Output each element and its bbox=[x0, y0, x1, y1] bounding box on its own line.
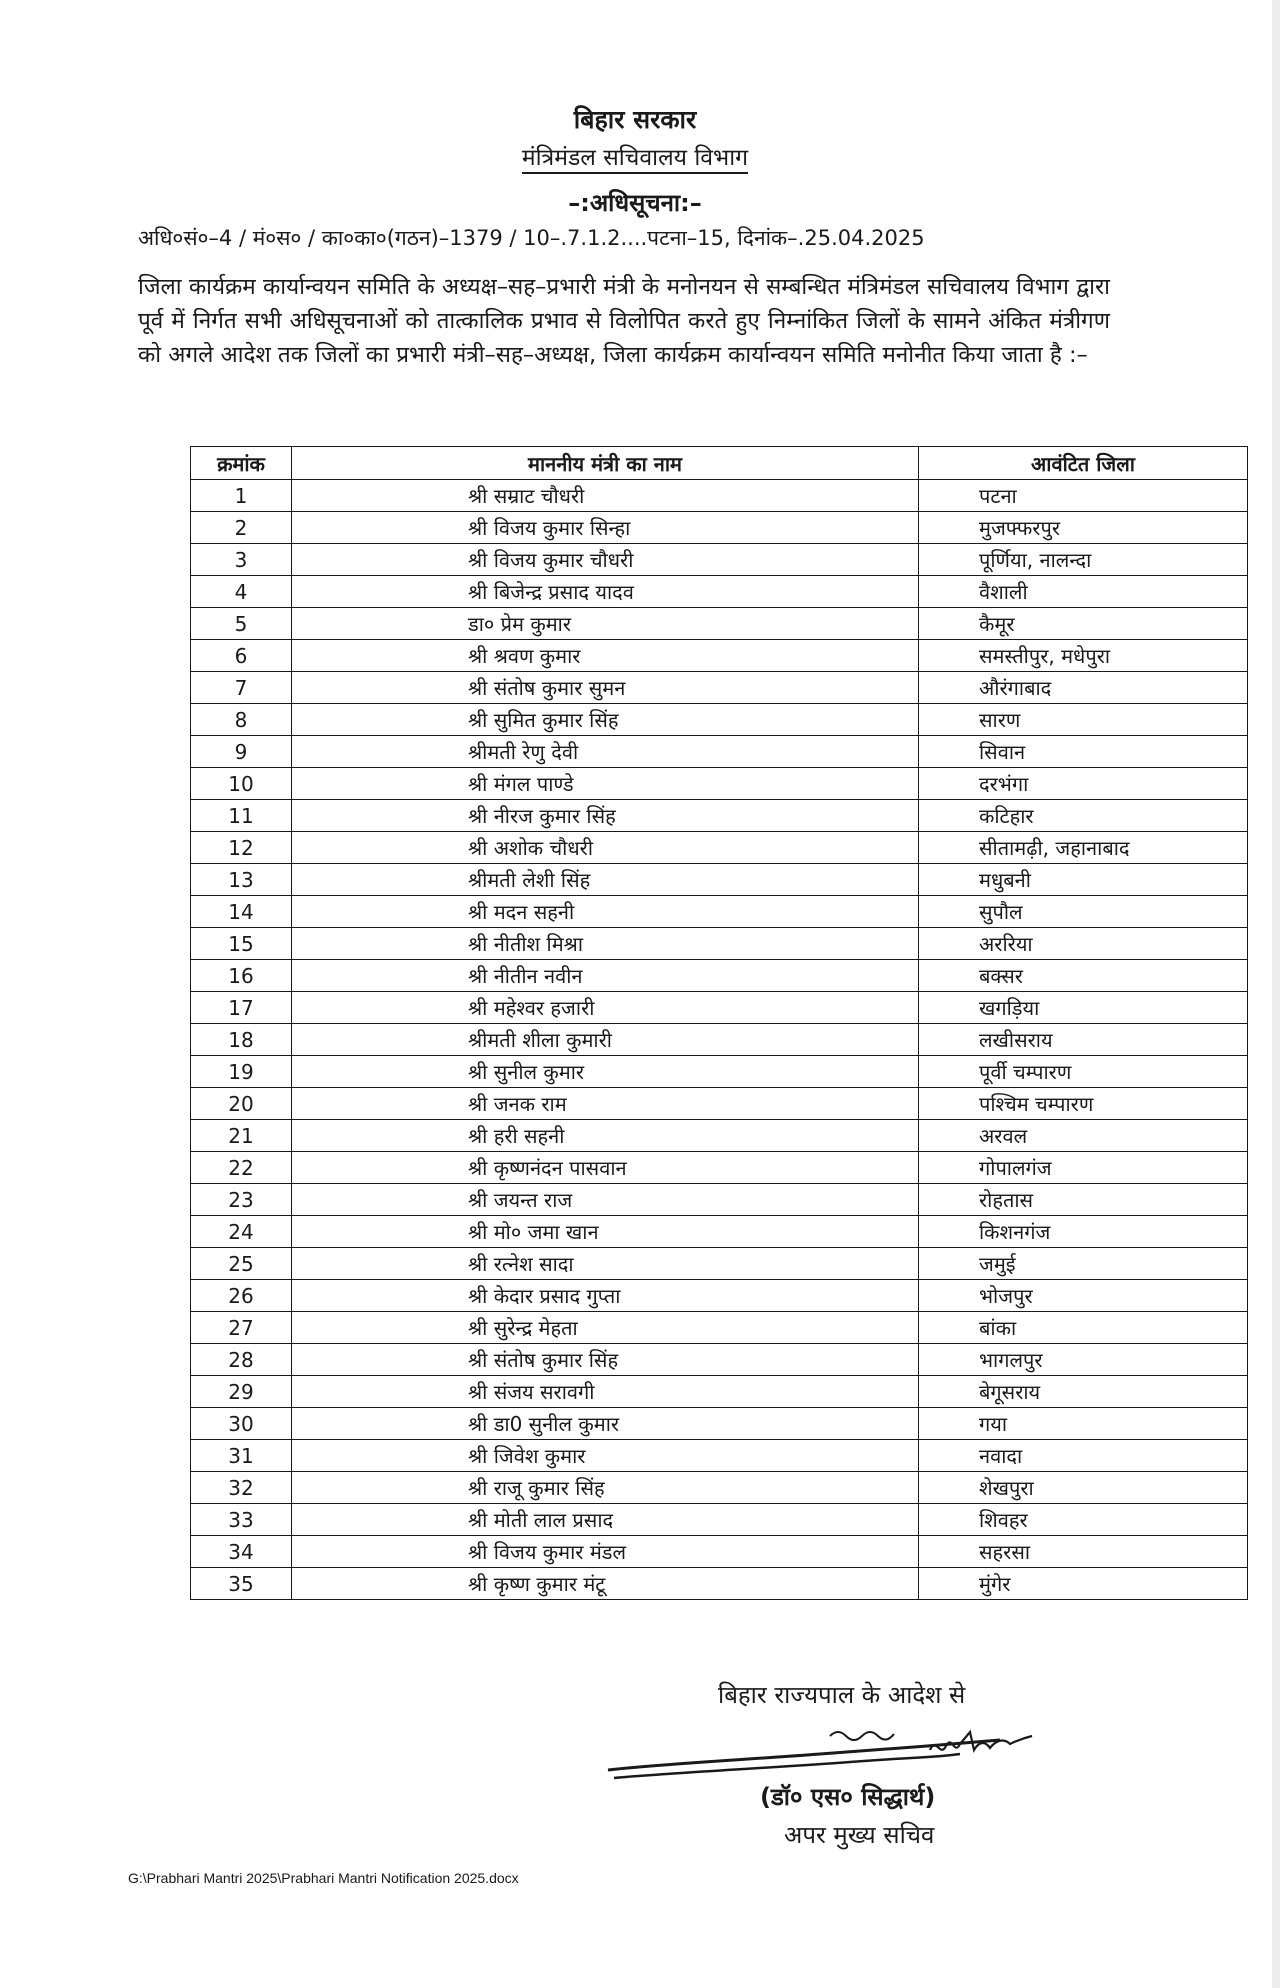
district-cell: अरवल bbox=[919, 1120, 1248, 1152]
district-cell: सिवान bbox=[919, 736, 1248, 768]
district-cell: बेगूसराय bbox=[919, 1376, 1248, 1408]
minister-name-cell: श्री राजू कुमार सिंह bbox=[292, 1472, 919, 1504]
district-cell: किशनगंज bbox=[919, 1216, 1248, 1248]
district-cell: शेखपुरा bbox=[919, 1472, 1248, 1504]
table-row bbox=[191, 576, 1248, 608]
table-row bbox=[191, 672, 1248, 704]
serial-number-cell: 20 bbox=[191, 1088, 292, 1120]
minister-name-cell: श्री कृष्ण कुमार मंटू bbox=[292, 1568, 919, 1600]
minister-name-cell: श्रीमती शीला कुमारी bbox=[292, 1024, 919, 1056]
table-row bbox=[191, 992, 1248, 1024]
district-cell: पश्चिम चम्पारण bbox=[919, 1088, 1248, 1120]
minister-name-cell: श्री नीतीन नवीन bbox=[292, 960, 919, 992]
serial-number-cell: 25 bbox=[191, 1248, 292, 1280]
table-row bbox=[191, 1376, 1248, 1408]
serial-number-cell: 34 bbox=[191, 1536, 292, 1568]
serial-number-cell: 28 bbox=[191, 1344, 292, 1376]
district-cell: सारण bbox=[919, 704, 1248, 736]
minister-name-cell: श्री मोती लाल प्रसाद bbox=[292, 1504, 919, 1536]
serial-number-cell: 6 bbox=[191, 640, 292, 672]
district-cell: भोजपुर bbox=[919, 1280, 1248, 1312]
district-cell: मुजफ्फरपुर bbox=[919, 512, 1248, 544]
serial-number-cell: 14 bbox=[191, 896, 292, 928]
serial-number-cell: 10 bbox=[191, 768, 292, 800]
serial-number-cell: 16 bbox=[191, 960, 292, 992]
table-row bbox=[191, 608, 1248, 640]
minister-name-cell: श्री संजय सरावगी bbox=[292, 1376, 919, 1408]
minister-name-cell: डा० प्रेम कुमार bbox=[292, 608, 919, 640]
minister-name-cell: श्री जयन्त राज bbox=[292, 1184, 919, 1216]
district-cell: बांका bbox=[919, 1312, 1248, 1344]
table-row bbox=[191, 768, 1248, 800]
minister-name-cell: श्री सम्राट चौधरी bbox=[292, 480, 919, 512]
serial-number-cell: 2 bbox=[191, 512, 292, 544]
district-cell: कैमूर bbox=[919, 608, 1248, 640]
table-row bbox=[191, 1344, 1248, 1376]
table-row bbox=[191, 1440, 1248, 1472]
department-title-text: मंत्रिमंडल सचिवालय विभाग bbox=[522, 145, 748, 174]
serial-number-cell: 35 bbox=[191, 1568, 292, 1600]
district-cell: सुपौल bbox=[919, 896, 1248, 928]
minister-name-cell: श्री जनक राम bbox=[292, 1088, 919, 1120]
minister-name-cell: श्री संतोष कुमार सुमन bbox=[292, 672, 919, 704]
table-row bbox=[191, 1120, 1248, 1152]
notification-paragraph: जिला कार्यक्रम कार्यान्वयन समिति के अध्यक्ष–सह–प्रभारी मंत्री के मनोनयन से सम्बन्धित मंत्रिमंडल सचिवालय विभाग द्वारा पूर्व में निर्गत सभी अधिसूचनाओं को तात्कालिक प्रभाव से विलोपित करते हुए निम्नांकित जिलों के सामने अंकित मंत्रीगण को अगले आदेश तक जिलों का प्रभारी मंत्री–सह–अध्यक्ष, जिला कार्यक्रम कार्यान्वयन समिति मनोनीत किया जाता है :– bbox=[138, 274, 1110, 368]
district-cell: कटिहार bbox=[919, 800, 1248, 832]
minister-name-cell: श्री नीरज कुमार सिंह bbox=[292, 800, 919, 832]
minister-name-cell: श्री मंगल पाण्डे bbox=[292, 768, 919, 800]
table-row bbox=[191, 1216, 1248, 1248]
serial-number-cell: 27 bbox=[191, 1312, 292, 1344]
district-cell: नवादा bbox=[919, 1440, 1248, 1472]
district-cell: पूर्णिया, नालन्दा bbox=[919, 544, 1248, 576]
department-title bbox=[0, 140, 1270, 172]
minister-name-cell: श्री मो० जमा खान bbox=[292, 1216, 919, 1248]
serial-number-cell: 9 bbox=[191, 736, 292, 768]
district-cell: मुंगेर bbox=[919, 1568, 1248, 1600]
minister-name-cell: श्री श्रवण कुमार bbox=[292, 640, 919, 672]
table-row bbox=[191, 512, 1248, 544]
reference-line: अधि०सं०–4 / मं०स० / का०का०(गठन)–1379 / 10–.7.1.2....पटना–15, दिनांक–.25.04.2025 bbox=[138, 226, 925, 250]
serial-number-cell: 7 bbox=[191, 672, 292, 704]
serial-number-cell: 23 bbox=[191, 1184, 292, 1216]
table-row bbox=[191, 704, 1248, 736]
table-row bbox=[191, 1152, 1248, 1184]
serial-number-cell: 18 bbox=[191, 1024, 292, 1056]
notification-heading: –:अधिसूचना:– bbox=[568, 189, 702, 217]
table-row bbox=[191, 544, 1248, 576]
minister-name-cell: श्री हरी सहनी bbox=[292, 1120, 919, 1152]
district-cell: वैशाली bbox=[919, 576, 1248, 608]
table-row bbox=[191, 928, 1248, 960]
serial-number-cell: 1 bbox=[191, 480, 292, 512]
district-cell: शिवहर bbox=[919, 1504, 1248, 1536]
minister-name-cell: श्री केदार प्रसाद गुप्ता bbox=[292, 1280, 919, 1312]
district-cell: बक्सर bbox=[919, 960, 1248, 992]
header-minister-name: माननीय मंत्री का नाम bbox=[292, 447, 919, 480]
district-cell: गया bbox=[919, 1408, 1248, 1440]
government-title: बिहार सरकार bbox=[573, 105, 697, 134]
table-header-row bbox=[191, 447, 1248, 480]
table-row bbox=[191, 800, 1248, 832]
serial-number-cell: 22 bbox=[191, 1152, 292, 1184]
serial-number-cell: 31 bbox=[191, 1440, 292, 1472]
district-cell: गोपालगंज bbox=[919, 1152, 1248, 1184]
district-cell: पूर्वी चम्पारण bbox=[919, 1056, 1248, 1088]
district-cell: सहरसा bbox=[919, 1536, 1248, 1568]
minister-name-cell: श्रीमती लेशी सिंह bbox=[292, 864, 919, 896]
table-row bbox=[191, 736, 1248, 768]
table-row bbox=[191, 1280, 1248, 1312]
minister-name-cell: श्री विजय कुमार चौधरी bbox=[292, 544, 919, 576]
district-cell: समस्तीपुर, मधेपुरा bbox=[919, 640, 1248, 672]
serial-number-cell: 32 bbox=[191, 1472, 292, 1504]
minister-name-cell: श्री बिजेन्द्र प्रसाद यादव bbox=[292, 576, 919, 608]
minister-name-cell: श्री संतोष कुमार सिंह bbox=[292, 1344, 919, 1376]
serial-number-cell: 5 bbox=[191, 608, 292, 640]
table-row bbox=[191, 1312, 1248, 1344]
serial-number-cell: 26 bbox=[191, 1280, 292, 1312]
table-row bbox=[191, 1024, 1248, 1056]
serial-number-cell: 29 bbox=[191, 1376, 292, 1408]
serial-number-cell: 13 bbox=[191, 864, 292, 896]
table-row bbox=[191, 1472, 1248, 1504]
district-cell: मधुबनी bbox=[919, 864, 1248, 896]
minister-name-cell: श्रीमती रेणु देवी bbox=[292, 736, 919, 768]
minister-name-cell: श्री नीतीश मिश्रा bbox=[292, 928, 919, 960]
minister-name-cell: श्री अशोक चौधरी bbox=[292, 832, 919, 864]
table-row bbox=[191, 1248, 1248, 1280]
signatory-title: अपर मुख्य सचिव bbox=[784, 1821, 935, 1849]
table-row bbox=[191, 640, 1248, 672]
page-edge bbox=[1272, 0, 1280, 1988]
table-row bbox=[191, 960, 1248, 992]
table-row bbox=[191, 1056, 1248, 1088]
district-cell: सीतामढ़ी, जहानाबाद bbox=[919, 832, 1248, 864]
minister-name-cell: श्री विजय कुमार मंडल bbox=[292, 1536, 919, 1568]
table-body bbox=[191, 480, 1248, 1600]
table-row bbox=[191, 1504, 1248, 1536]
serial-number-cell: 4 bbox=[191, 576, 292, 608]
header-serial: क्रमांक bbox=[191, 447, 292, 480]
serial-number-cell: 3 bbox=[191, 544, 292, 576]
table-row bbox=[191, 896, 1248, 928]
district-cell: पटना bbox=[919, 480, 1248, 512]
minister-name-cell: श्री रत्नेश सादा bbox=[292, 1248, 919, 1280]
district-cell: लखीसराय bbox=[919, 1024, 1248, 1056]
serial-number-cell: 21 bbox=[191, 1120, 292, 1152]
table-row bbox=[191, 1568, 1248, 1600]
serial-number-cell: 24 bbox=[191, 1216, 292, 1248]
minister-name-cell: श्री विजय कुमार सिन्हा bbox=[292, 512, 919, 544]
serial-number-cell: 8 bbox=[191, 704, 292, 736]
allocation-table bbox=[190, 446, 1248, 1600]
district-cell: औरंगाबाद bbox=[919, 672, 1248, 704]
serial-number-cell: 17 bbox=[191, 992, 292, 1024]
table-row bbox=[191, 480, 1248, 512]
serial-number-cell: 33 bbox=[191, 1504, 292, 1536]
minister-name-cell: श्री जिवेश कुमार bbox=[292, 1440, 919, 1472]
header-district: आवंटित जिला bbox=[919, 447, 1248, 480]
minister-name-cell: श्री सुरेन्द्र मेहता bbox=[292, 1312, 919, 1344]
serial-number-cell: 11 bbox=[191, 800, 292, 832]
serial-number-cell: 19 bbox=[191, 1056, 292, 1088]
table-row bbox=[191, 1536, 1248, 1568]
minister-name-cell: श्री सुनील कुमार bbox=[292, 1056, 919, 1088]
district-cell: दरभंगा bbox=[919, 768, 1248, 800]
district-cell: अररिया bbox=[919, 928, 1248, 960]
serial-number-cell: 12 bbox=[191, 832, 292, 864]
serial-number-cell: 30 bbox=[191, 1408, 292, 1440]
district-cell: जमुई bbox=[919, 1248, 1248, 1280]
table-row bbox=[191, 864, 1248, 896]
minister-name-cell: श्री महेश्वर हजारी bbox=[292, 992, 919, 1024]
table-row bbox=[191, 1408, 1248, 1440]
signatory-name: (डॉ० एस० सिद्धार्थ) bbox=[760, 1783, 936, 1811]
file-path: G:\Prabhari Mantri 2025\Prabhari Mantri Notification 2025.docx bbox=[128, 1870, 519, 1886]
table-row bbox=[191, 1088, 1248, 1120]
table-row bbox=[191, 1184, 1248, 1216]
order-line: बिहार राज्यपाल के आदेश से bbox=[718, 1681, 966, 1709]
minister-name-cell: श्री कृष्णनंदन पासवान bbox=[292, 1152, 919, 1184]
minister-name-cell: श्री मदन सहनी bbox=[292, 896, 919, 928]
district-cell: भागलपुर bbox=[919, 1344, 1248, 1376]
table-row bbox=[191, 832, 1248, 864]
district-cell: खगड़िया bbox=[919, 992, 1248, 1024]
district-cell: रोहतास bbox=[919, 1184, 1248, 1216]
minister-name-cell: श्री सुमित कुमार सिंह bbox=[292, 704, 919, 736]
serial-number-cell: 15 bbox=[191, 928, 292, 960]
minister-name-cell: श्री डा0 सुनील कुमार bbox=[292, 1408, 919, 1440]
